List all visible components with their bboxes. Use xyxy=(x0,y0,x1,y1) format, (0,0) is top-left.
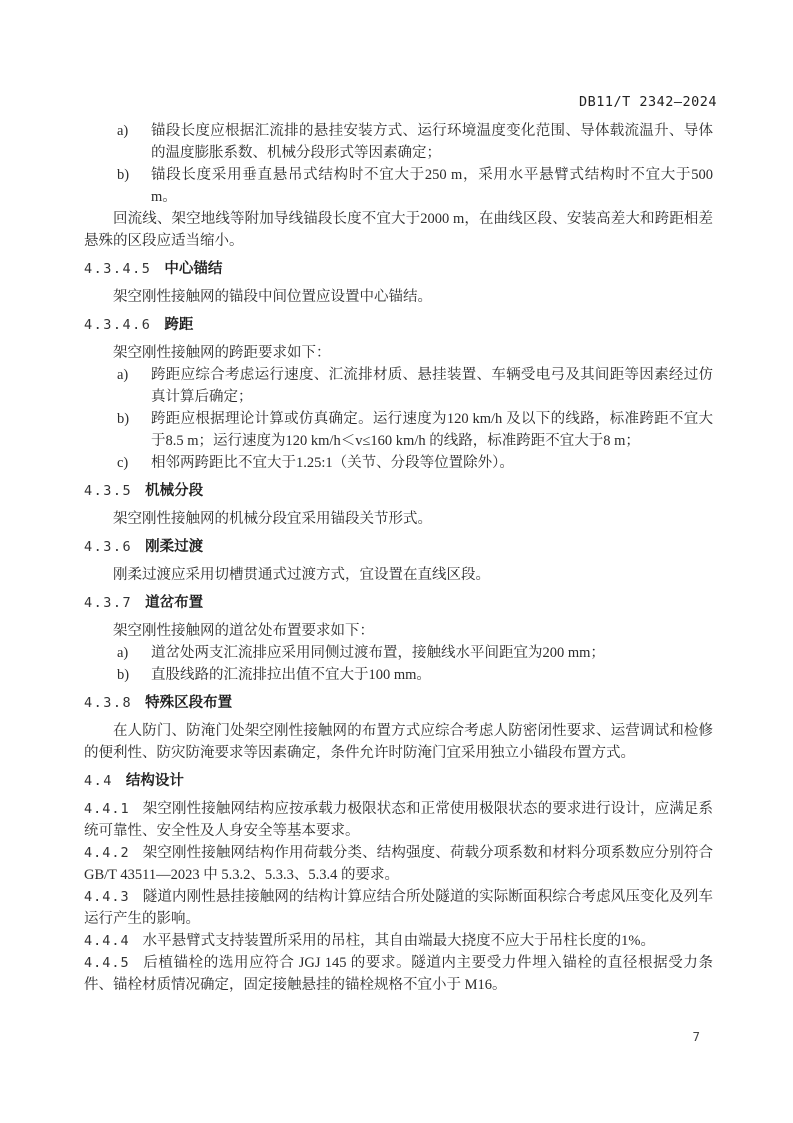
list-item xyxy=(84,364,713,408)
clause-text: 架空刚性接触网结构应按承载力极限状态和正常使用极限状态的要求进行设计，应满足系统可靠性、安全性及人身安全等基本要求。 xyxy=(84,801,713,839)
section-number: 4.4 xyxy=(84,773,113,789)
paragraph: 架空刚性接触网的道岔处布置要求如下： xyxy=(113,623,374,639)
list-marker: b) xyxy=(117,411,130,427)
section-number: 4.3.4.6 xyxy=(84,317,152,333)
section-number: 4.3.8 xyxy=(84,695,133,711)
clause-number: 4.4.2 xyxy=(84,845,130,861)
list-text: 相邻两跨距比不宜大于1.25:1（关节、分段等位置除外）。 xyxy=(151,455,514,471)
clause-text: 后植锚栓的选用应符合 JGJ 145 的要求。隧道内主要受力件埋入锚栓的直径根据受力条件、锚栓材质情况确定，固定接触悬挂的锚栓规格不宜小于 M16。 xyxy=(84,955,713,993)
section-number: 4.3.5 xyxy=(84,483,133,499)
list-marker: b) xyxy=(117,667,130,683)
page-number: 7 xyxy=(692,1029,700,1044)
section-title: 特殊区段布置 xyxy=(145,695,233,711)
clause xyxy=(84,952,713,996)
clause-text: 水平悬臂式支持装置所采用的吊柱，其自由端最大挠度不应大于吊柱长度的1%。 xyxy=(142,933,655,949)
list-text: 直股线路的汇流排拉出值不宜大于100 mm。 xyxy=(151,667,431,683)
list-text: 跨距应综合考虑运行速度、汇流排材质、悬挂装置、车辆受电弓及其间距等因素经过仿真计算后确定； xyxy=(151,367,713,405)
section-heading xyxy=(84,314,713,336)
paragraph: 架空刚性接触网的锚段中间位置应设置中心锚结。 xyxy=(113,289,432,305)
list-marker: c) xyxy=(117,455,129,471)
clause xyxy=(84,886,713,930)
section-heading xyxy=(84,480,713,502)
clause xyxy=(84,798,713,842)
paragraph: 刚柔过渡应采用切槽贯通式过渡方式，宜设置在直线区段。 xyxy=(113,567,490,583)
clause-number: 4.4.4 xyxy=(84,933,130,949)
clause-text: 架空刚性接触网结构作用荷载分类、结构强度、荷载分项系数和材料分项系数应分别符合 GB/T 43511—2023 中 5.3.2、5.3.3、5.3.4 的要求。 xyxy=(84,845,713,883)
clause-number: 4.4.3 xyxy=(84,889,130,905)
clause xyxy=(84,842,713,886)
section-title: 机械分段 xyxy=(145,483,204,499)
section-heading xyxy=(84,592,713,614)
list-marker: a) xyxy=(117,367,129,383)
standard-code-header: DB11/T 2342—2024 xyxy=(578,94,717,110)
section-title: 道岔布置 xyxy=(145,595,204,611)
paragraph: 在人防门、防淹门处架空刚性接触网的布置方式应综合考虑人防密闭性要求、运营调试和检修的便利性、防灾防淹要求等因素确定，条件允许时防淹门宜采用独立小锚段布置方式。 xyxy=(84,723,713,761)
section-title: 刚柔过渡 xyxy=(145,539,204,555)
clause-number: 4.4.1 xyxy=(84,801,130,817)
section-number: 4.3.7 xyxy=(84,595,133,611)
paragraph: 回流线、架空地线等附加导线锚段长度不宜大于2000 m，在曲线区段、安装高差大和跨距相差悬殊的区段应适当缩小。 xyxy=(84,211,713,249)
section-heading xyxy=(84,258,713,280)
section-number: 4.3.6 xyxy=(84,539,133,555)
list-text: 锚段长度应根据汇流排的悬挂安装方式、运行环境温度变化范围、导体载流温升、导体的温度膨胀系数、机械分段形式等因素确定； xyxy=(151,123,713,161)
list-marker: a) xyxy=(117,123,129,139)
section-title: 中心锚结 xyxy=(164,261,223,277)
section-title: 结构设计 xyxy=(125,773,184,789)
section-title: 跨距 xyxy=(164,317,194,333)
list-text: 道岔处两支汇流排应采用同侧过渡布置，接触线水平间距宜为200 mm； xyxy=(151,645,605,661)
list-marker: b) xyxy=(117,167,130,183)
list-item xyxy=(84,120,713,164)
list-item xyxy=(84,408,713,452)
clause-text: 隧道内刚性悬挂接触网的结构计算应结合所处隧道的实际断面积综合考虑风压变化及列车运行产生的影响。 xyxy=(84,889,713,927)
section-heading xyxy=(84,536,713,558)
list-item xyxy=(84,642,713,664)
section-heading xyxy=(84,770,713,792)
clause xyxy=(84,930,713,952)
paragraph: 架空刚性接触网的机械分段宜采用锚段关节形式。 xyxy=(113,511,432,527)
list-text: 跨距应根据理论计算或仿真确定。运行速度为120 km/h 及以下的线路，标准跨距不宜大于8.5 m；运行速度为120 km/h＜v≤160 km/h 的线路，标准跨距不宜大于8 m； xyxy=(151,411,713,449)
list-item xyxy=(84,164,713,208)
page-content xyxy=(84,120,713,996)
list-text: 锚段长度采用垂直悬吊式结构时不宜大于250 m，采用水平悬臂式结构时不宜大于500 m。 xyxy=(151,167,713,205)
list-item xyxy=(84,452,713,474)
list-item xyxy=(84,664,713,686)
list-marker: a) xyxy=(117,645,129,661)
paragraph: 架空刚性接触网的跨距要求如下： xyxy=(113,345,331,361)
section-number: 4.3.4.5 xyxy=(84,261,152,277)
clause-number: 4.4.5 xyxy=(84,955,130,971)
section-heading xyxy=(84,692,713,714)
